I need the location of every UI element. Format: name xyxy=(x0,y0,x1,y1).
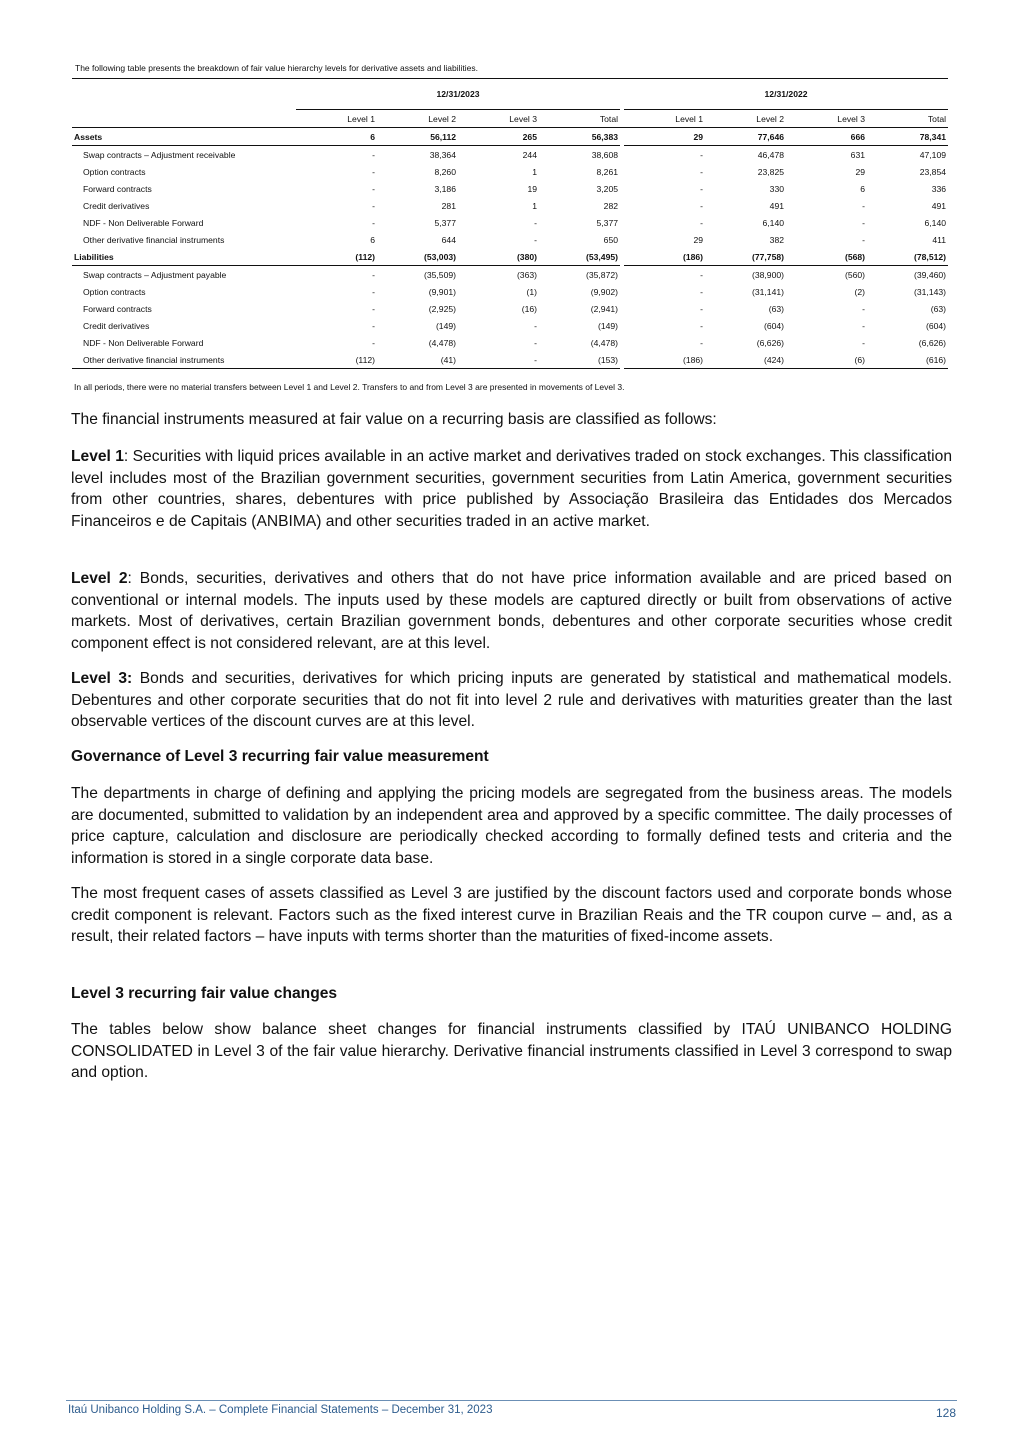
value-cell: (149) xyxy=(435,320,456,331)
value-cell: - xyxy=(372,183,375,194)
total-cell: 6 xyxy=(296,128,377,146)
table-row xyxy=(72,317,948,334)
total-cell: (53,495) xyxy=(539,248,620,266)
value-cell: 491 xyxy=(769,200,785,211)
table-row xyxy=(72,197,948,214)
value-cell: 1 xyxy=(532,166,537,177)
row-label: Option contracts xyxy=(83,286,146,297)
level2-text: : Bonds, securities, derivatives and others that do not have price information available and are priced based on conventional or internal models. The inputs used by these models are captured directly or built from observations of active markets. Most of derivatives, certain Brazilian government bonds, debentures and other corporate securities whose credit component effect is not considered relevant, are at this level. xyxy=(71,570,952,652)
value-cell: (604) xyxy=(925,320,947,331)
fair-value-hierarchy-table xyxy=(72,78,948,369)
value-cell: 491 xyxy=(931,200,947,211)
table-intro: The following table presents the breakdown of fair value hierarchy levels for derivative assets and liabilities. xyxy=(75,63,479,73)
table-row xyxy=(72,231,948,248)
value-cell: - xyxy=(700,166,704,177)
value-cell: 631 xyxy=(850,149,866,160)
total-cell: 77,646 xyxy=(705,128,786,146)
level-header: Level 1 xyxy=(624,110,705,128)
total-cell: (112) xyxy=(296,248,377,266)
level-header: Level 3 xyxy=(786,110,867,128)
table-row xyxy=(72,146,948,164)
total-cell: 78,341 xyxy=(867,128,948,146)
value-cell: 6,140 xyxy=(762,217,785,228)
total-cell: (77,758) xyxy=(705,248,786,266)
value-cell: (31,143) xyxy=(914,286,947,297)
value-cell: - xyxy=(700,200,704,211)
value-cell: (2,941) xyxy=(590,303,619,314)
value-cell: 3,186 xyxy=(434,183,456,194)
value-cell: (41) xyxy=(377,351,458,369)
value-cell: (31,141) xyxy=(752,286,785,297)
value-cell: (1) xyxy=(526,286,537,297)
value-cell: 5,377 xyxy=(596,217,619,228)
total-cell: 666 xyxy=(786,128,867,146)
value-cell: - xyxy=(700,149,704,160)
value-cell: (63) xyxy=(930,303,947,314)
value-cell: (2,925) xyxy=(428,303,456,314)
value-cell: (363) xyxy=(516,269,537,280)
value-cell: - xyxy=(700,303,704,314)
value-cell: - xyxy=(862,217,866,228)
value-cell: - xyxy=(372,286,375,297)
value-cell: - xyxy=(862,303,866,314)
footer-title: Itaú Unibanco Holding S.A. – Complete Financial Statements – December 31, 2023 xyxy=(68,1404,493,1416)
classification-paragraph: The financial instruments measured at fair value on a recurring basis are classified as follows: xyxy=(71,411,717,428)
value-cell: 382 xyxy=(769,234,785,245)
value-cell: 411 xyxy=(932,234,947,245)
value-cell: (35,872) xyxy=(586,269,619,280)
total-cell: (78,512) xyxy=(867,248,948,266)
value-cell: 1 xyxy=(532,200,537,211)
value-cell: 38,608 xyxy=(591,149,619,160)
changes-heading: Level 3 recurring fair value changes xyxy=(71,985,338,1002)
value-cell: 46,478 xyxy=(757,149,785,160)
value-cell: 6 xyxy=(860,183,866,194)
value-cell: 330 xyxy=(769,183,785,194)
value-cell: (604) xyxy=(763,320,785,331)
level-header: Level 3 xyxy=(458,110,539,128)
period-header-row xyxy=(72,79,948,110)
value-cell: - xyxy=(700,217,704,228)
level-header: Total xyxy=(539,110,620,128)
table-row xyxy=(72,163,948,180)
value-cell: (6) xyxy=(786,351,867,369)
value-cell: - xyxy=(372,303,375,314)
table-row xyxy=(72,214,948,231)
total-cell: 56,112 xyxy=(377,128,458,146)
value-cell: 47,109 xyxy=(919,149,947,160)
value-cell: - xyxy=(700,286,704,297)
value-cell: 336 xyxy=(931,183,947,194)
row-label: Other derivative financial instruments xyxy=(72,351,296,369)
level-header-row xyxy=(72,110,948,128)
row-label: Other derivative financial instruments xyxy=(83,234,225,245)
level3-text: Bonds and securities, derivatives for which pricing inputs are generated by statistical and mathematical models. Debentures and other corporate securities that do not fit into level 2 rule and derivatives with maturities greater than the last observable vertices of the discount curves are at this level. xyxy=(71,670,953,731)
value-cell: 282 xyxy=(603,200,619,211)
value-cell: 19 xyxy=(527,183,537,194)
value-cell: (112) xyxy=(296,351,377,369)
row-label: Forward contracts xyxy=(83,303,152,314)
page-number: 128 xyxy=(935,1406,956,1420)
value-cell: - xyxy=(534,234,537,245)
value-cell: 5,377 xyxy=(434,217,456,228)
value-cell: (16) xyxy=(521,303,537,314)
value-cell: (2) xyxy=(854,286,866,297)
level1-text: : Securities with liquid prices available in an active market and derivatives traded on stock exchanges. This classification level includes most of the Brazilian government securities, government securities from Latin America, government securities from other countries, shares, debentures with price published by Associação Brasileira das Entidades dos Mercados Financeiros e de Capitais (ANBIMA) and other securities traded in an active market. xyxy=(71,448,952,530)
governance-paragraph: The departments in charge of defining and applying the pricing models are segregated from the business areas. The models are documented, submitted to validation by an independent area and approved by a specific committee. The daily processes of price capture, calculation and disclosure are periodically checked according to formally defined tests and criteria and the information is stored in a single corporate data base. xyxy=(71,785,952,867)
value-cell: 8,261 xyxy=(596,166,619,177)
total-cell: (568) xyxy=(786,248,867,266)
value-cell: - xyxy=(700,183,704,194)
value-cell: - xyxy=(372,269,375,280)
value-cell: - xyxy=(862,200,866,211)
value-cell: (4,478) xyxy=(428,337,456,348)
value-cell: (63) xyxy=(768,303,785,314)
value-cell: 23,825 xyxy=(757,166,785,177)
row-label: NDF - Non Deliverable Forward xyxy=(83,217,204,228)
value-cell: - xyxy=(862,234,866,245)
period-2023: 12/31/2023 xyxy=(296,79,620,110)
period-2022: 12/31/2022 xyxy=(624,79,948,110)
value-cell: 29 xyxy=(693,234,704,245)
value-cell: 29 xyxy=(855,166,866,177)
row-label: Credit derivatives xyxy=(83,320,150,331)
value-cell: - xyxy=(534,320,537,331)
value-cell: 38,364 xyxy=(429,149,456,160)
value-cell: (186) xyxy=(624,351,705,369)
footer-divider xyxy=(66,1400,957,1401)
value-cell: (6,626) xyxy=(756,337,785,348)
liabilities-label: Liabilities xyxy=(72,248,296,266)
level2-title: Level 2 xyxy=(71,570,128,587)
value-cell: (560) xyxy=(844,269,866,280)
level2-paragraph xyxy=(71,568,952,654)
value-cell: 6,140 xyxy=(924,217,947,228)
value-cell: - xyxy=(458,351,539,369)
value-cell: - xyxy=(372,166,375,177)
row-label: Swap contracts – Adjustment receivable xyxy=(83,149,236,160)
total-cell: 56,383 xyxy=(539,128,620,146)
level-header: Level 2 xyxy=(705,110,786,128)
level-header: Level 2 xyxy=(377,110,458,128)
value-cell: (38,900) xyxy=(752,269,785,280)
value-cell: 650 xyxy=(603,234,619,245)
row-label: Swap contracts – Adjustment payable xyxy=(83,269,227,280)
assets-total-row xyxy=(72,128,948,146)
value-cell: - xyxy=(372,217,375,228)
value-cell: - xyxy=(372,200,375,211)
level3-paragraph xyxy=(71,668,952,733)
liabilities-total-row xyxy=(72,248,948,266)
table-row xyxy=(72,334,948,351)
row-label: Credit derivatives xyxy=(83,200,150,211)
value-cell: 644 xyxy=(441,234,456,245)
value-cell: (149) xyxy=(597,320,619,331)
value-cell: (6,626) xyxy=(918,337,947,348)
value-cell: (35,509) xyxy=(423,269,456,280)
table-row xyxy=(72,266,948,284)
value-cell: 3,205 xyxy=(596,183,619,194)
transfers-note: In all periods, there were no material transfers between Level 1 and Level 2. Transfers to and from Level 3 are presented in movements of Level 3. xyxy=(74,382,625,392)
total-cell: (186) xyxy=(624,248,705,266)
row-label: Forward contracts xyxy=(83,183,152,194)
total-cell: 265 xyxy=(458,128,539,146)
value-cell: - xyxy=(862,320,866,331)
value-cell: (9,902) xyxy=(590,286,619,297)
row-label: NDF - Non Deliverable Forward xyxy=(83,337,204,348)
value-cell: - xyxy=(700,269,704,280)
level1-title: Level 1 xyxy=(71,448,124,465)
assets-label: Assets xyxy=(72,128,296,146)
value-cell: (153) xyxy=(539,351,620,369)
row-label: Option contracts xyxy=(83,166,146,177)
level1-paragraph xyxy=(71,446,952,532)
level-header: Level 1 xyxy=(296,110,377,128)
total-cell: (380) xyxy=(458,248,539,266)
value-cell: - xyxy=(700,337,704,348)
value-cell: (616) xyxy=(867,351,948,369)
value-cell: - xyxy=(372,337,375,348)
value-cell: 281 xyxy=(441,200,456,211)
value-cell: 244 xyxy=(522,149,537,160)
value-cell: (9,901) xyxy=(428,286,456,297)
level3-title: Level 3: xyxy=(71,670,133,687)
table-row xyxy=(72,351,948,369)
value-cell: 23,854 xyxy=(919,166,947,177)
value-cell: (4,478) xyxy=(590,337,619,348)
table-row xyxy=(72,180,948,197)
value-cell: (424) xyxy=(705,351,786,369)
frequent-cases-paragraph: The most frequent cases of assets classified as Level 3 are justified by the discount factors used and corporate bonds whose credit component is relevant. Factors such as the fixed interest curve in Brazilian Reais and the TR coupon curve – and, as a result, their related factors – have inputs with terms shorter than the maturities of fixed-income assets. xyxy=(71,885,952,946)
value-cell: (39,460) xyxy=(914,269,947,280)
changes-paragraph: The tables below show balance sheet changes for financial instruments classified by ITAÚ UNIBANCO HOLDING CONSOLIDATED in Level 3 of the fair value hierarchy. Derivative financial instruments classified in Level 3 correspond to swap and option. xyxy=(71,1021,952,1082)
value-cell: 6 xyxy=(370,234,375,245)
table-row xyxy=(72,300,948,317)
level-header: Total xyxy=(867,110,948,128)
value-cell: - xyxy=(372,149,375,160)
governance-heading: Governance of Level 3 recurring fair value measurement xyxy=(71,748,489,765)
value-cell: - xyxy=(700,320,704,331)
value-cell: - xyxy=(372,320,375,331)
value-cell: - xyxy=(534,337,537,348)
value-cell: 8,260 xyxy=(434,166,456,177)
total-cell: 29 xyxy=(624,128,705,146)
total-cell: (53,003) xyxy=(377,248,458,266)
value-cell: - xyxy=(862,337,866,348)
value-cell: - xyxy=(534,217,537,228)
table-row xyxy=(72,283,948,300)
